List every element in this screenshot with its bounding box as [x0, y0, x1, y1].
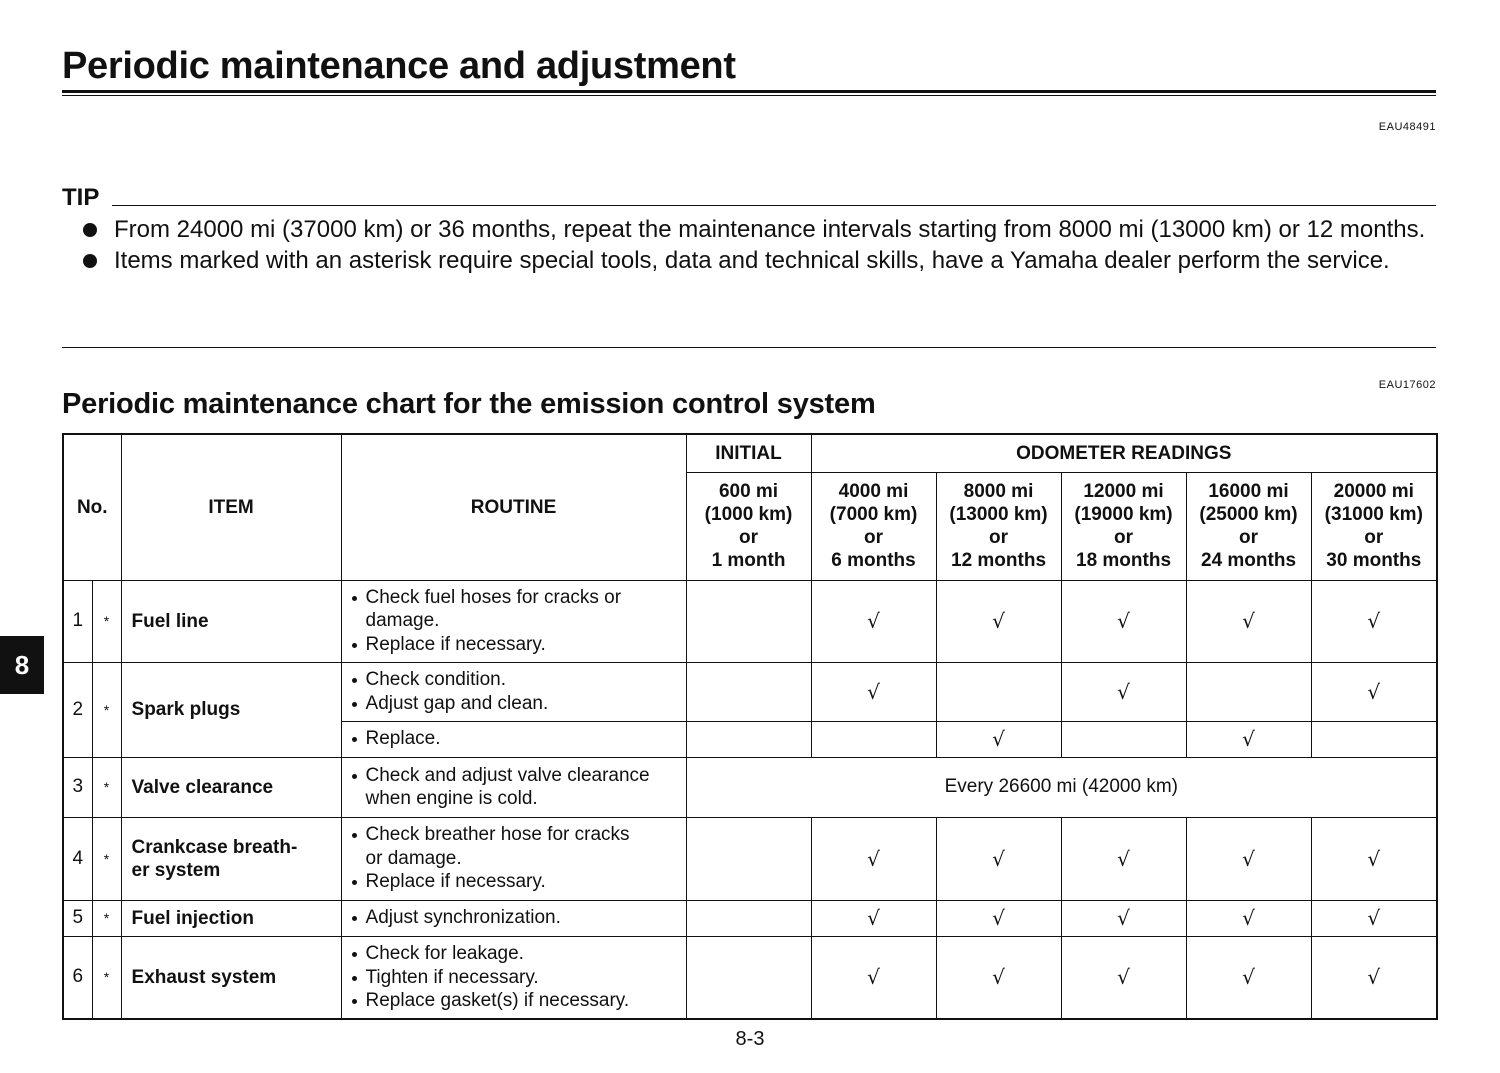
table-row — [63, 580, 1437, 662]
check-cell — [686, 662, 811, 721]
bullet-icon — [352, 643, 357, 648]
asterisk-mark: * — [92, 757, 121, 817]
section-title: Periodic maintenance chart for the emission control system — [62, 388, 876, 420]
table-row — [63, 662, 1437, 721]
tip-text: Items marked with an asterisk require special tools, data and technical skills, have a Yamaha dealer perform the service. — [114, 247, 1390, 274]
tip-rule — [112, 205, 1436, 206]
bullet-icon — [352, 916, 357, 921]
check-cell — [1186, 662, 1311, 721]
item-name: Fuel line — [121, 580, 341, 662]
check-mark-icon: √ — [1186, 936, 1311, 1019]
check-cell — [686, 900, 811, 936]
interval-header: 4000 mi (7000 km) or 6 months — [811, 472, 936, 580]
check-mark-icon: √ — [1061, 900, 1186, 936]
row-number: 3 — [63, 757, 92, 817]
check-mark-icon: √ — [936, 817, 1061, 900]
check-mark-icon: √ — [1311, 936, 1437, 1019]
routine-cell — [341, 662, 686, 721]
check-mark-icon: √ — [936, 580, 1061, 662]
bullet-icon — [352, 976, 357, 981]
item-name: Exhaust system — [121, 936, 341, 1019]
check-mark-icon: √ — [1311, 817, 1437, 900]
asterisk-mark: * — [92, 817, 121, 900]
routine-cell — [341, 757, 686, 817]
check-cell — [811, 721, 936, 757]
header-item: ITEM — [121, 434, 341, 580]
row-number: 1 — [63, 580, 92, 662]
table-row — [63, 900, 1437, 936]
header-routine: ROUTINE — [341, 434, 686, 580]
asterisk-mark: * — [92, 662, 121, 757]
tip-item — [62, 214, 1436, 245]
check-mark-icon: √ — [811, 662, 936, 721]
routine-cell — [341, 580, 686, 662]
row-number: 6 — [63, 936, 92, 1019]
title-rule-thin — [62, 95, 1436, 96]
item-name: Spark plugs — [121, 662, 341, 757]
check-mark-icon: √ — [1311, 580, 1437, 662]
bullet-icon — [83, 254, 97, 268]
routine-cell — [341, 936, 686, 1019]
routine-line: Check for leakage. — [350, 942, 680, 966]
check-mark-icon: √ — [811, 936, 936, 1019]
table-row — [63, 757, 1437, 817]
check-mark-icon: √ — [1061, 936, 1186, 1019]
routine-line: damage. — [365, 610, 440, 632]
interval-header: 12000 mi (19000 km) or 18 months — [1061, 472, 1186, 580]
title-rule — [62, 90, 1436, 93]
interval-header: 600 mi (1000 km) or 1 month — [686, 472, 811, 580]
row-number: 2 — [63, 662, 92, 757]
tip-text: From 24000 mi (37000 km) or 36 months, repeat the maintenance intervals starting from 8000 mi (13000 km) or 12 months. — [114, 216, 1426, 243]
bullet-icon — [352, 952, 357, 957]
check-mark-icon: √ — [936, 721, 1061, 757]
page-title: Periodic maintenance and adjustment — [62, 45, 736, 87]
check-mark-icon: √ — [936, 900, 1061, 936]
check-mark-icon: √ — [1061, 817, 1186, 900]
check-mark-icon: √ — [936, 936, 1061, 1019]
check-mark-icon: √ — [1186, 580, 1311, 662]
bullet-icon — [352, 833, 357, 838]
check-mark-icon: √ — [1186, 721, 1311, 757]
tip-heading: TIP — [62, 184, 100, 211]
interval-header: 20000 mi (31000 km) or 30 months — [1311, 472, 1437, 580]
check-cell — [1311, 721, 1437, 757]
bullet-icon — [352, 702, 357, 707]
header-no: No. — [63, 434, 121, 580]
tip-list — [62, 214, 1436, 276]
check-mark-icon: √ — [1311, 900, 1437, 936]
row-number: 4 — [63, 817, 92, 900]
bullet-icon — [352, 774, 357, 779]
asterisk-mark: * — [92, 580, 121, 662]
bullet-icon — [352, 737, 357, 742]
routine-line: Tighten if necessary. — [350, 966, 680, 990]
check-cell — [686, 721, 811, 757]
routine-cell — [341, 817, 686, 900]
header-initial: INITIAL — [686, 434, 811, 472]
asterisk-mark: * — [92, 936, 121, 1019]
routine-line: Replace if necessary. — [350, 633, 680, 657]
table-row — [63, 817, 1437, 900]
check-cell — [686, 580, 811, 662]
routine-line: or damage. — [365, 847, 462, 869]
routine-line: Check and adjust valve clearance — [350, 764, 680, 788]
check-cell — [686, 817, 811, 900]
bullet-icon — [83, 223, 97, 237]
header-odometer: ODOMETER READINGS — [811, 434, 1437, 472]
routine-line: Replace if necessary. — [350, 870, 680, 894]
bullet-icon — [352, 999, 357, 1004]
routine-line: Check condition. — [350, 668, 680, 692]
asterisk-mark: * — [92, 900, 121, 936]
check-cell — [686, 936, 811, 1019]
routine-line: when engine is cold. — [365, 788, 538, 809]
item-name: Fuel injection — [121, 900, 341, 936]
check-mark-icon: √ — [1186, 900, 1311, 936]
check-mark-icon: √ — [811, 900, 936, 936]
bullet-icon — [352, 596, 357, 601]
routine-line: Replace gasket(s) if necessary. — [350, 989, 680, 1013]
table-row — [63, 936, 1437, 1019]
check-mark-icon: √ — [1186, 817, 1311, 900]
reference-code-chart: EAU17602 — [1378, 379, 1436, 391]
check-mark-icon: √ — [1311, 662, 1437, 721]
maintenance-chart — [62, 433, 1438, 1020]
item-name: Crankcase breath- er system — [121, 817, 341, 900]
routine-line: Adjust gap and clean. — [350, 692, 680, 716]
check-mark-icon: √ — [811, 580, 936, 662]
check-mark-icon: √ — [811, 817, 936, 900]
page-number: 8-3 — [735, 1028, 765, 1050]
routine-line: Adjust synchronization. — [350, 906, 680, 930]
chapter-tab: 8 — [0, 636, 44, 694]
interval-note: Every 26600 mi (42000 km) — [686, 757, 1437, 817]
tip-item — [62, 245, 1436, 276]
check-mark-icon: √ — [1061, 580, 1186, 662]
row-number: 5 — [63, 900, 92, 936]
tip-end-rule — [62, 347, 1436, 348]
bullet-icon — [352, 880, 357, 885]
routine-line: Check fuel hoses for cracks or — [350, 586, 680, 610]
interval-header: 8000 mi (13000 km) or 12 months — [936, 472, 1061, 580]
check-cell — [1061, 721, 1186, 757]
check-cell — [936, 662, 1061, 721]
interval-header: 16000 mi (25000 km) or 24 months — [1186, 472, 1311, 580]
routine-line: Replace. — [350, 727, 680, 751]
routine-cell — [341, 721, 686, 757]
item-name: Valve clearance — [121, 757, 341, 817]
routine-line: Check breather hose for cracks — [350, 823, 680, 847]
check-mark-icon: √ — [1061, 662, 1186, 721]
routine-cell — [341, 900, 686, 936]
reference-code-top: EAU48491 — [1378, 121, 1436, 133]
bullet-icon — [352, 678, 357, 683]
